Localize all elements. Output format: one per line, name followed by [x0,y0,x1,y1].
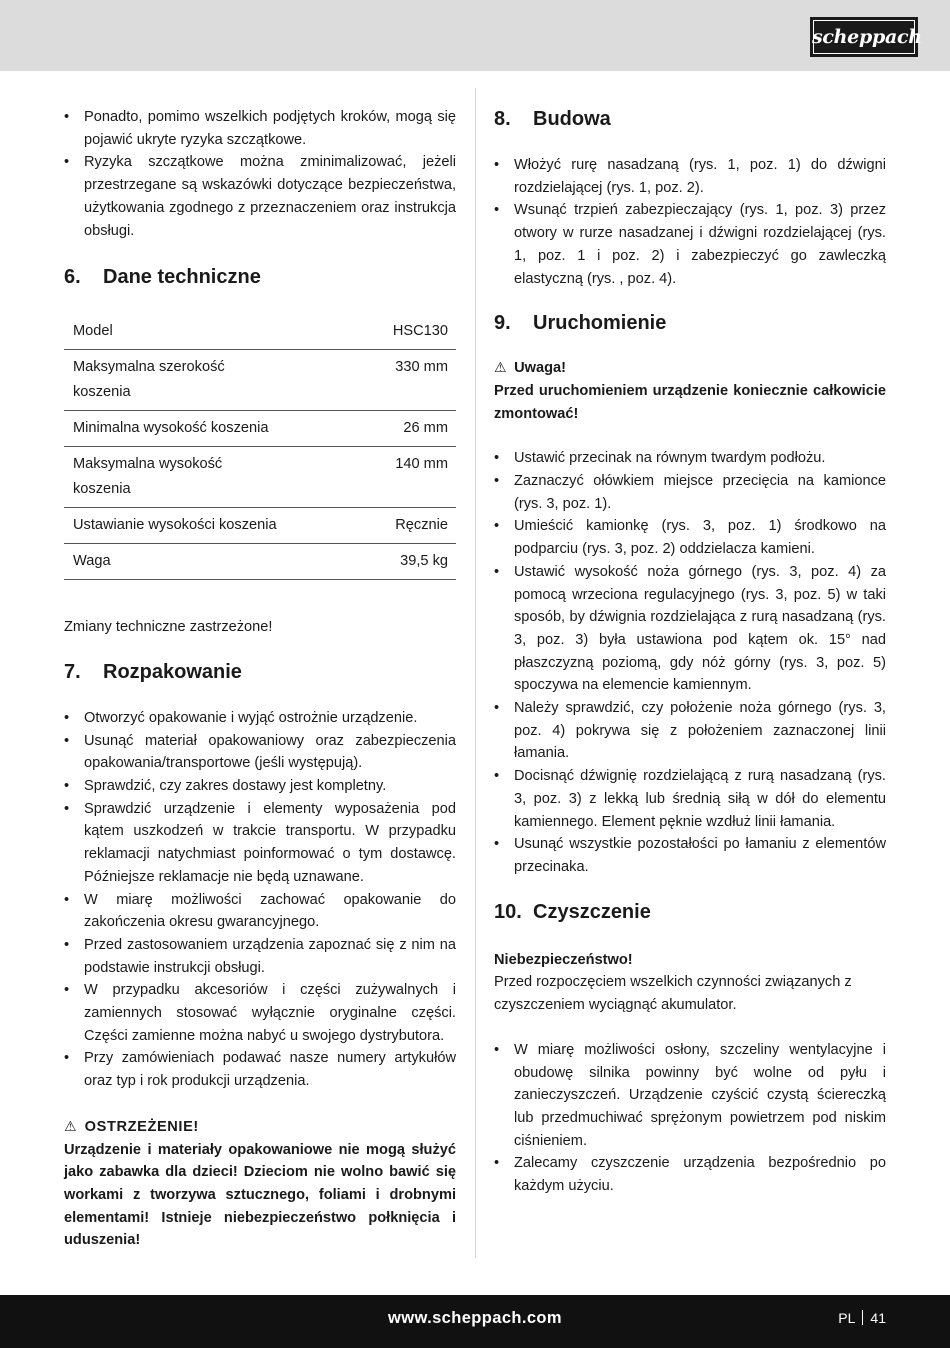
warning-text: Urządzenie i materiały opakowaniowe nie mogą służyć jako zabawka dla dzieci! Dzieciom nie wolno bawić się workami z tworzywa sztucznego, foliami i drobnymi elementami! Istnieje niebezpieczeństwo połknięcia i uduszenia! [64,1141,456,1249]
spec-label: Model [64,314,384,350]
intro-bullet-list [64,106,456,242]
list-item: • Przed zastosowaniem urządzenia zapoznać się z nim na podstawie instrukcji obsługi. [64,934,456,979]
list-item: • Sprawdzić urządzenie i elementy wyposażenia pod kątem uszkodzeń w trakcie transportu. W przypadku reklamacji natychmiast poinformować o tym dostawcę. Późniejsze reklamacje nie będą uznawane. [64,798,456,889]
list-item: • Usunąć wszystkie pozostałości po łamaniu z elementów przecinaka. [494,833,886,878]
list-item: • W miarę możliwości osłony, szczeliny wentylacyjne i obudowę silnika powinny być wolne od pyłu i zanieczyszczeń. Urządzenie czyścić czystą ściereczką lub przedmuchiwać sprężonym powietrzem pod niskim ciśnieniem. [494,1039,886,1153]
list-item: • Umieścić kamionkę (rys. 3, poz. 1) środkowo na podparciu (rys. 3, poz. 2) oddzielacza kamieni. [494,515,886,560]
table-row [64,508,456,544]
section-number: 10. [494,900,522,923]
section-title: Uruchomienie [533,312,667,335]
language-code: PL [838,1310,856,1326]
list-item: • Przy zamówieniach podawać nasze numery artykułów oraz typ i rok produkcji urządzenia. [64,1047,456,1092]
left-column [64,106,456,1252]
spec-value: HSC130 [384,314,456,350]
spec-label: Maksymalna wysokość koszenia [64,447,384,508]
list-item: • Docisnąć dźwignię rozdzielającą z rurą nasadzaną (rys. 3, poz. 3) z lekką lub średnią siłą w dół do elementu kamiennego. Element pęknie wzdłuż linii łamania. [494,765,886,833]
list-item: • W miarę możliwości zachować opakowanie do zakończenia okresu gwarancyjnego. [64,889,456,934]
table-row [64,350,456,411]
table-row [64,411,456,447]
scheppach-logo: scheppach [810,17,918,57]
list-item: • Zalecamy czyszczenie urządzenia bezpośrednio po każdym użyciu. [494,1152,886,1197]
list-item: • Ustawić wysokość noża górnego (rys. 3, poz. 4) za pomocą wrzeciona regulacyjnego (rys. 3, poz. 5) w taki sposób, by dźwignia rozdzielająca z rurą nasadzaną (rys. 3, poz. 3) była ustawiona pod kątem ok. 15° nad płaszczyzną poziomą, gdy nóż górny (rys. 3, poz. 5) spoczywa na elemencie kamiennym. [494,561,886,697]
spec-value: 26 mm [384,411,456,447]
list-item: • Ryzyka szczątkowe można zminimalizować, jeżeli przestrzegane są wskazówki dotyczące bezpieczeństwa, użytkowania zgodnego z przeznaczeniem oraz instrukcja obsługi. [64,151,456,242]
list-item: • Sprawdzić, czy zakres dostawy jest kompletny. [64,775,456,798]
spec-label: Waga [64,544,384,580]
page-indicator [838,1295,886,1341]
spec-value: 39,5 kg [384,544,456,580]
warning-title: OSTRZEŻENIE! [84,1118,199,1135]
list-item: • Usunąć materiał opakowaniowy oraz zabezpieczenia opakowania/transportowe (jeśli występują). [64,730,456,775]
spec-value: 140 mm [384,447,456,508]
table-row [64,447,456,508]
list-item: • Ponadto, pomimo wszelkich podjętych kroków, mogą się pojawić ukryte ryzyka szczątkowe. [64,106,456,151]
section-7-heading [64,659,456,685]
section-title: Rozpakowanie [103,660,242,683]
list-item: • W przypadku akcesoriów i części zużywalnych i zamiennych stosować wyłącznie oryginalne części. Części zamienne można nabyć u swojego dystrybutora. [64,979,456,1047]
website-link[interactable]: www.scheppach.com [388,1309,562,1327]
spec-label: Ustawianie wysokości koszenia [64,508,384,544]
table-row [64,544,456,580]
unpacking-bullet-list [64,707,456,1093]
danger-title: Niebezpieczeństwo! [494,951,633,968]
assembly-bullet-list [494,154,886,290]
tech-changes-note: Zmiany techniczne zastrzeżone! [64,619,273,636]
startup-bullet-list [494,447,886,878]
footer-bar [0,1295,950,1348]
section-6-heading [64,264,456,290]
attention-heading [494,356,886,380]
list-item: • Włożyć rurę nasadzaną (rys. 1, poz. 1) do dźwigni rozdzielającej (rys. 1, poz. 2). [494,154,886,199]
section-title: Dane techniczne [103,266,261,289]
page-number: 41 [870,1310,886,1326]
warning-triangle-icon: ⚠ [64,1117,78,1134]
list-item: • Ustawić przecinak na równym twardym podłożu. [494,447,886,470]
section-number: 9. [494,312,511,335]
spec-value: 330 mm [384,350,456,411]
spec-label: Maksymalna szerokość koszenia [64,350,384,411]
list-item: • Należy sprawdzić, czy położenie noża górnego (rys. 3, poz. 4) pokrywa się z położeniem zaznaczonej linii łamania. [494,697,886,765]
list-item: • Zaznaczyć ołówkiem miejsce przecięcia na kamionce (rys. 3, poz. 1). [494,470,886,515]
attention-text: Przed uruchomieniem urządzenie koniecznie całkowicie zmontować! [494,382,886,422]
section-number: 8. [494,108,511,130]
page-separator [862,1310,863,1325]
section-10-heading [494,899,886,925]
section-number: 6. [64,266,81,289]
section-9-heading [494,310,886,336]
tech-data-table [64,314,456,580]
attention-title: Uwaga! [514,360,566,377]
spec-label: Minimalna wysokość koszenia [64,411,384,447]
spec-value: Ręcznie [384,508,456,544]
header-bar [0,0,950,71]
column-divider [475,88,476,1258]
warning-heading [64,1115,456,1139]
section-number: 7. [64,660,81,683]
list-item: • Otworzyć opakowanie i wyjąć ostrożnie urządzenie. [64,707,456,730]
cleaning-bullet-list [494,1039,886,1198]
table-row [64,314,456,350]
section-title: Budowa [533,108,611,130]
section-title: Czyszczenie [533,900,651,923]
list-item: • Wsunąć trzpień zabezpieczający (rys. 1, poz. 3) przez otwory w rurze nasadzanej i dźwigni rozdzielającej (rys. 1, poz. 1 i poz. 2) i zabezpieczyć go zawleczką elastyczną (rys. , poz. 4). [494,199,886,290]
warning-triangle-icon: ⚠ [494,359,507,376]
section-8-heading [494,106,886,132]
right-column [494,106,886,1198]
danger-text: Przed rozpoczęciem wszelkich czynności związanych z czyszczeniem wyciągnąć akumulator. [494,974,852,1014]
